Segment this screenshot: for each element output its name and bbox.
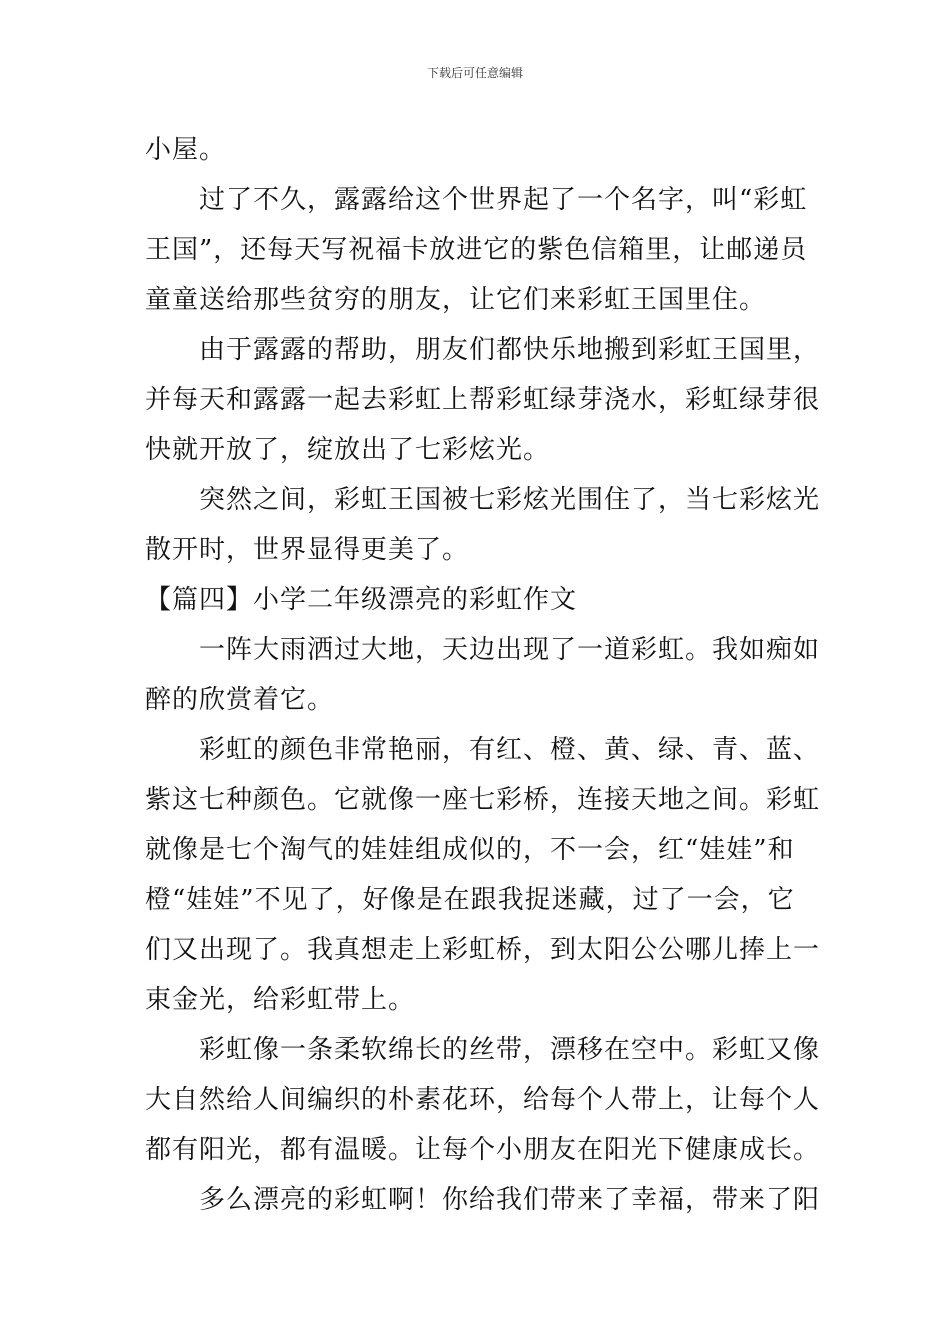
text-line: 束金光，给彩虹带上。 <box>145 985 416 1015</box>
text-line: 王国”，还每天写祝福卡放进它的紫色信箱里，让邮递员 <box>145 235 808 265</box>
text-line: 紫这七种颜色。它就像一座七彩桥，连接天地之间。彩虹 <box>145 785 821 815</box>
text-line: 并每天和露露一起去彩虹上帮彩虹绿芽浇水，彩虹绿芽很 <box>145 385 821 415</box>
text-line: 散开时，世界显得更美了。 <box>145 535 470 565</box>
text-line: 彩虹的颜色非常艳丽，有红、橙、黄、绿、青、蓝、 <box>145 735 821 765</box>
text-line: 就像是七个淘气的娃娃组成似的，不一会，红“娃娃”和 <box>145 835 795 865</box>
text-line: 过了不久，露露给这个世界起了一个名字，叫“彩虹 <box>145 185 808 215</box>
text-line: 快就开放了，绽放出了七彩炫光。 <box>145 435 551 465</box>
text-line: 小屋。 <box>145 135 227 165</box>
text-line: 一阵大雨洒过大地，天边出现了一道彩虹。我如痴如 <box>145 635 821 665</box>
section-heading: 【篇四】小学二年级漂亮的彩虹作文 <box>145 585 578 615</box>
text-line: 突然之间，彩虹王国被七彩炫光围住了，当七彩炫光 <box>145 485 821 515</box>
text-line: 多么漂亮的彩虹啊！你给我们带来了幸福，带来了阳 <box>145 1185 821 1215</box>
text-line: 童童送给那些贫穷的朋友，让它们来彩虹王国里住。 <box>145 285 767 315</box>
text-line: 们又出现了。我真想走上彩虹桥，到太阳公公哪儿捧上一 <box>145 935 821 965</box>
text-line: 醉的欣赏着它。 <box>145 685 335 715</box>
page-header: 下载后可任意编辑 <box>426 66 523 80</box>
text-line: 橙“娃娃”不见了，好像是在跟我捉迷藏，过了一会，它 <box>145 885 795 915</box>
text-line: 都有阳光，都有温暖。让每个小朋友在阳光下健康成长。 <box>145 1135 821 1165</box>
text-line: 彩虹像一条柔软绵长的丝带，漂移在空中。彩虹又像 <box>145 1035 821 1065</box>
text-line: 由于露露的帮助，朋友们都快乐地搬到彩虹王国里， <box>145 335 821 365</box>
text-line: 大自然给人间编织的朴素花环，给每个人带上，让每个人 <box>145 1085 821 1115</box>
